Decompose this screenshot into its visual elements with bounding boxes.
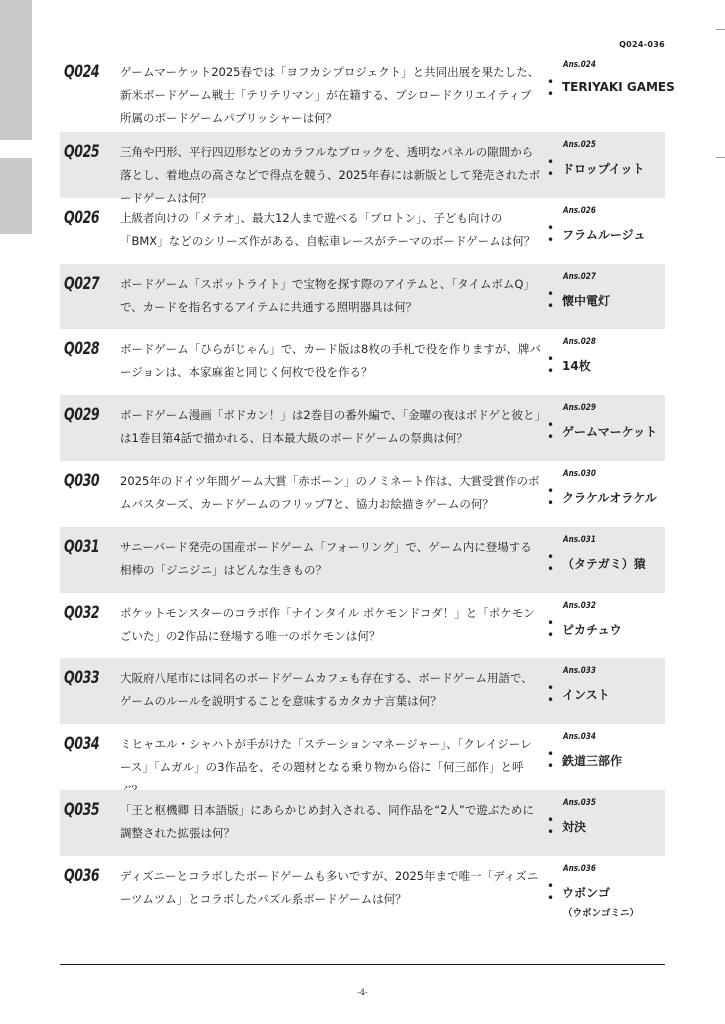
answer-text: 鉄道三部作 [562,754,623,769]
divider-dot: • [547,483,555,498]
question-list [60,52,675,936]
side-index-tab [0,0,32,140]
question-number: Q025 [64,142,100,162]
question-row [60,132,665,205]
divider-dot: • [547,824,555,839]
question-text: 三角や円形、平行四辺形などのカラフルなブロックを、透明なパネルの隙間から落とし、着地点の高さなどで得点を競う、2025年春には新版として発売されたボードゲームは何？ [120,145,541,205]
answer-text: ウボンゴ [562,885,611,900]
divider-dot: • [547,747,555,762]
divider-dot: • [547,286,555,301]
question-row [60,264,665,330]
divider-dot: • [547,615,555,630]
answer-text: ゲームマーケット [562,425,658,440]
question-text: ディズニーとコラボしたボードゲームも多いですが、2025年まで唯一「ディズニーツムツム」とコラボしたパズル系ボードゲームは何？ [120,868,539,906]
question-text: ボードゲーム漫画「ボドカン！」は2巻目の番外編で、「金曜の夜はボドゲと彼と」は1巻目第4話で描かれる、日本最大級のボードゲームの祭典は何？ [120,408,541,446]
question-text: ポケットモンスターのコラボ作「ナインタイル ポケモンドコダ！」と「ポケモンごいた」の2作品に登場する唯一のポケモンは何？ [120,605,535,643]
question-number: Q031 [64,536,100,557]
question-row [60,461,665,527]
question-text: 上級者向けの「メテオ」、最大12人まで遊べる「プロトン」、子ども向けの「BMX」などのシリーズ作がある、自転車レースがテーマのボードゲームは何？ [120,210,536,248]
answer-text: クラケルオラケル [562,490,657,505]
question-number: Q034 [64,734,100,755]
question-number: Q029 [64,405,100,426]
question-row [60,593,665,659]
question-row [60,329,665,395]
answer-text: TERIYAKI GAMES [562,80,675,94]
question-text: ミヒャエル・シャハトが手がけた「ステーションマネージャー」、「クレイジーレース」「ムガル」の3作品を、その題材となる乗り物から俗に「何三部作」と呼 [120,737,532,775]
divider-dot: • [547,364,555,379]
answer-text: インスト [562,688,610,703]
divider-dot: • [547,890,555,905]
answer-label: Ans.032 [563,600,596,611]
answer-text: ドロップイット [562,162,645,176]
question-number: Q036 [64,865,100,886]
divider-dot: • [547,627,555,642]
divider-dot: • [547,561,555,576]
answer-label: Ans.028 [563,337,596,348]
divider-dot: • [547,495,555,510]
divider-dot: • [547,549,555,564]
answer-label: Ans.031 [563,534,596,545]
crop-mark [716,29,725,30]
question-row [60,395,665,461]
answer-label: Ans.024 [563,60,596,70]
side-index-tab [0,158,32,234]
divider-dot: • [547,352,555,367]
question-row [60,856,665,936]
answer-subtext: （ウボンゴミニ） [563,907,640,919]
answer-label: Ans.030 [563,468,596,479]
answer-text: 懐中電灯 [562,293,611,308]
page-number: -4- [357,988,368,997]
question-range: Q024-036 [619,40,665,49]
footer-rule [60,964,665,965]
question-number: Q026 [64,207,100,228]
question-row [60,724,665,790]
question-number: Q030 [64,470,100,491]
divider-dot: • [547,418,555,433]
divider-dot: • [547,430,555,445]
answer-label: Ans.025 [563,140,596,150]
question-number: Q032 [64,602,100,623]
question-text: 2025年のドイツ年間ゲーム大賞「赤ポーン」のノミネート作は、大賞受賞作のボムバスターズ、カードゲームのフリップ7と、協力お絵描きゲームの何？ [120,473,540,511]
divider-dot: • [547,167,555,181]
divider-dot: • [547,232,555,247]
question-number: Q033 [64,668,100,689]
answer-label: Ans.027 [563,271,596,282]
answer-text: ピカチュウ [562,622,622,637]
crop-mark [716,157,725,158]
answer-text: （タテガミ）猿 [562,556,646,571]
question-text: サニーバード発売の国産ボードゲーム「フォーリング」で、ゲーム内に登場する相棒の「ジニジニ」はどんな生きもの？ [120,539,532,577]
divider-dot: • [547,759,555,774]
answer-text: フラムルージュ [562,227,646,242]
divider-dot: • [547,693,555,708]
answer-label: Ans.035 [563,797,596,808]
answer-label: Ans.036 [563,863,596,874]
divider-dot: • [547,298,555,313]
answer-text: 14枚 [562,359,591,374]
question-number: Q027 [64,273,100,294]
answer-label: Ans.033 [563,666,596,677]
answer-text: 対決 [562,819,587,834]
question-row [60,658,665,724]
answer-label: Ans.034 [563,732,596,743]
question-number: Q028 [64,339,100,360]
question-row [60,52,675,132]
question-text: 大阪府八尾市には同名のボードゲームカフェも存在する、ボードゲーム用語で、ゲームのルールを説明することを意味するカタカナ言葉は何？ [120,671,533,709]
question-number: Q024 [64,62,100,82]
divider-dot: • [547,220,555,235]
question-row [60,527,665,593]
divider-dot: • [547,75,555,89]
divider-dot: • [547,155,555,169]
question-text: 「王と枢機卿 日本語版」にあらかじめ封入される、同作品を“2人”で遊ぶために調整された拡張は何？ [120,802,534,840]
question-row [60,790,665,856]
divider-dot: • [547,681,555,696]
question-text: ボードゲーム「ひらがじゃん」で、カード版は8枚の手札で役を作りますが、牌バージョンは、本家麻雀と同じく何枚で役を作る？ [120,342,541,380]
divider-dot: • [547,878,555,893]
question-row [60,198,665,264]
divider-dot: • [547,87,555,101]
question-number: Q035 [64,799,100,820]
answer-label: Ans.026 [563,205,596,216]
question-text: ゲームマーケット2025春では「ヨフカシプロジェクト」と共同出展を果たした、新米ボードゲーム戦士「テリテリマン」が在籍する、ブシロードクリエイティブ所属のボードゲームパブリッシャーは何？ [120,65,540,125]
answer-label: Ans.029 [563,403,596,414]
divider-dot: • [547,812,555,827]
question-text: ボードゲーム「スポットライト」で宝物を探す際のアイテムと、「タイムボムQ」で、カードを指名するアイテムに共通する照明器具は何？ [120,276,535,314]
